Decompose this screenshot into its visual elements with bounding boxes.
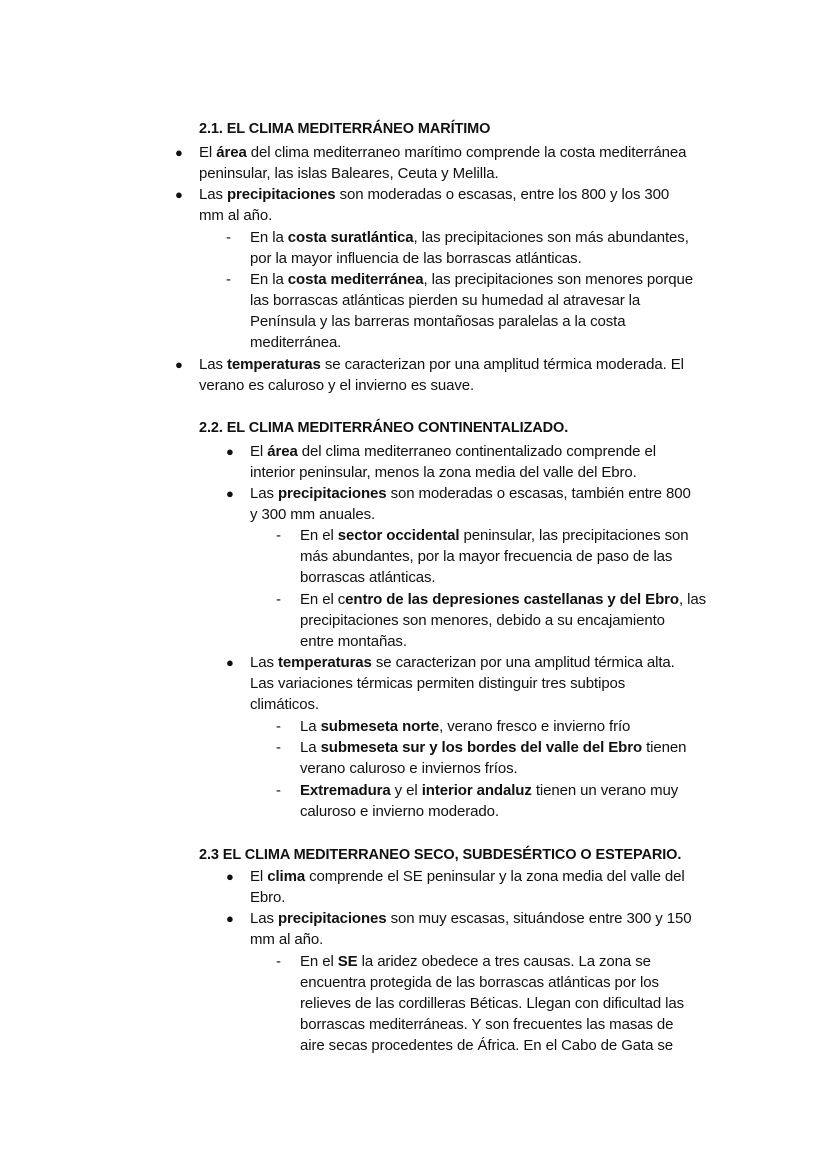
sub-list-item-continuation: caluroso e invierno moderado. <box>300 803 499 820</box>
sub-list-item: En el centro de las depresiones castellanas y del Ebro, las <box>300 591 706 608</box>
list-item-continuation: Las variaciones térmicas permiten distinguir tres subtipos <box>250 675 626 692</box>
sub-list-item: La submeseta sur y los bordes del valle del Ebro tienen <box>300 739 687 756</box>
sub-list-item-continuation: las borrascas atlánticas pierden su humedad al atravesar la <box>250 292 641 309</box>
list-item: Las temperaturas se caracterizan por una amplitud térmica alta. <box>250 654 675 671</box>
sub-list-item: Extremadura y el interior andaluz tienen un verano muy <box>300 782 679 799</box>
bullet-icon: ● <box>226 869 234 884</box>
list-item-continuation: climáticos. <box>250 696 319 713</box>
list-item-continuation: mm al año. <box>199 207 273 224</box>
sub-list-item-continuation: mediterránea. <box>250 334 342 351</box>
dash-icon: - <box>276 782 281 799</box>
sub-list-item-continuation: aire secas procedentes de África. En el Cabo de Gata se <box>300 1037 674 1054</box>
list-item: El área del clima mediterraneo marítimo comprende la costa mediterránea <box>199 144 687 161</box>
section-3-heading: 2.3 EL CLIMA MEDITERRANEO SECO, SUBDESÉRTICO O ESTEPARIO. <box>199 847 682 863</box>
list-item: El clima comprende el SE peninsular y la zona media del valle del <box>250 868 685 885</box>
sub-list-item-continuation: borrascas atlánticas. <box>300 569 436 586</box>
dash-icon: - <box>276 953 281 970</box>
sub-list-item-continuation: precipitaciones son menores, debido a su encajamiento <box>300 612 665 629</box>
dash-icon: - <box>276 739 281 756</box>
dash-icon: - <box>276 718 281 735</box>
sub-list-item: En la costa mediterránea, las precipitaciones son menores porque <box>250 271 694 288</box>
list-item: Las precipitaciones son moderadas o escasas, entre los 800 y los 300 <box>199 186 670 203</box>
list-item: Las precipitaciones son muy escasas, situándose entre 300 y 150 <box>250 910 692 927</box>
sub-list-item-continuation: más abundantes, por la mayor frecuencia de paso de las <box>300 548 673 565</box>
list-item-continuation: interior peninsular, menos la zona media del valle del Ebro. <box>250 464 637 481</box>
list-item-continuation: verano es caluroso y el invierno es suave. <box>199 377 475 394</box>
list-item-continuation: y 300 mm anuales. <box>250 506 376 523</box>
list-item-continuation: peninsular, las islas Baleares, Ceuta y Melilla. <box>199 165 499 182</box>
bullet-icon: ● <box>226 655 234 670</box>
dash-icon: - <box>276 591 281 608</box>
sub-list-item-continuation: por la mayor influencia de las borrascas atlánticas. <box>250 250 582 267</box>
sub-list-item-continuation: relieves de las cordilleras Béticas. Llegan con dificultad las <box>300 995 685 1012</box>
sub-list-item: En el SE la aridez obedece a tres causas. La zona se <box>300 953 651 970</box>
dash-icon: - <box>226 271 231 288</box>
list-item: Las temperaturas se caracterizan por una amplitud térmica moderada. El <box>199 356 684 373</box>
bullet-icon: ● <box>175 187 183 202</box>
bullet-icon: ● <box>226 444 234 459</box>
dash-icon: - <box>226 229 231 246</box>
section-2-heading: 2.2. EL CLIMA MEDITERRÁNEO CONTINENTALIZADO. <box>199 420 569 436</box>
bullet-icon: ● <box>226 911 234 926</box>
sub-list-item-continuation: borrascas mediterráneas. Y son frecuentes las masas de <box>300 1016 674 1033</box>
dash-icon: - <box>276 527 281 544</box>
sub-list-item-continuation: entre montañas. <box>300 633 407 650</box>
bullet-icon: ● <box>175 357 183 372</box>
bullet-icon: ● <box>226 486 234 501</box>
list-item-continuation: mm al año. <box>250 931 324 948</box>
sub-list-item: En el sector occidental peninsular, las precipitaciones son <box>300 527 689 544</box>
list-item-continuation: Ebro. <box>250 889 286 906</box>
section-1-heading: 2.1. EL CLIMA MEDITERRÁNEO MARÍTIMO <box>199 121 491 137</box>
list-item: Las precipitaciones son moderadas o escasas, también entre 800 <box>250 485 691 502</box>
list-item: El área del clima mediterraneo continentalizado comprende el <box>250 443 656 460</box>
sub-list-item-continuation: verano caluroso e inviernos fríos. <box>300 760 518 777</box>
sub-list-item-continuation: Península y las barreras montañosas paralelas a la costa <box>250 313 626 330</box>
bullet-icon: ● <box>175 145 183 160</box>
sub-list-item-continuation: encuentra protegida de las borrascas atlánticas por los <box>300 974 659 991</box>
sub-list-item: La submeseta norte, verano fresco e invierno frío <box>300 718 631 735</box>
sub-list-item: En la costa suratlántica, las precipitaciones son más abundantes, <box>250 229 689 246</box>
